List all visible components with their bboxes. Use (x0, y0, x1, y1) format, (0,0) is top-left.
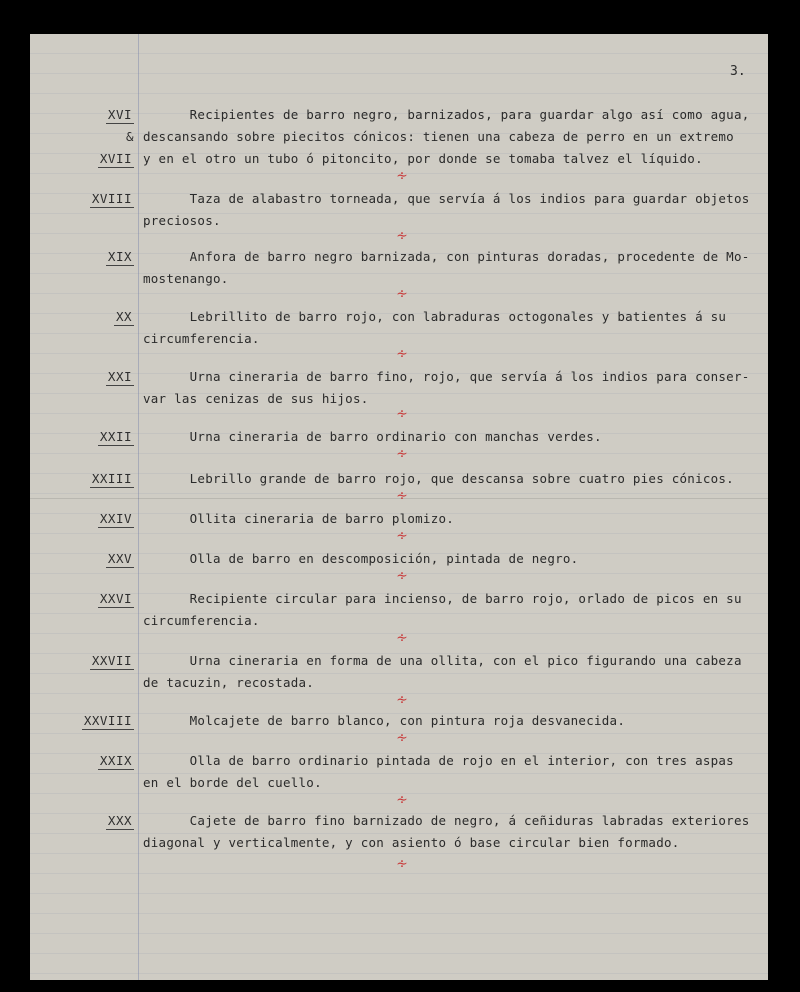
numeral-label: XXIV (99, 511, 132, 526)
separator-ornament: ∻ (396, 228, 408, 244)
separator-ornament: ∻ (396, 406, 408, 422)
entry-numeral (30, 810, 134, 832)
entry-numeral (30, 426, 134, 448)
entry-numeral (30, 650, 134, 672)
separator-ornament: ∻ (396, 528, 408, 544)
entry-numeral (30, 548, 134, 570)
numeral-label: XIX (107, 249, 132, 264)
separator-ornament: ∻ (396, 856, 408, 872)
document-page (30, 34, 768, 980)
entry-numeral (30, 246, 134, 268)
separator-ornament: ∻ (396, 488, 408, 504)
entry-line: Taza de alabastro torneada, que servía á los indios para guardar objetos (143, 191, 750, 206)
numeral-label: XXVIII (83, 713, 132, 728)
entry-numeral (30, 508, 134, 530)
entry-line: circumferencia. (143, 331, 260, 346)
entry-line: Lebrillito de barro rojo, con labraduras octogonales y batientes á su (143, 309, 727, 324)
separator-ornament: ∻ (396, 730, 408, 746)
entry-line: Lebrillo grande de barro rojo, que descansa sobre cuatro pies cónicos. (143, 471, 734, 486)
entry-numeral (30, 306, 134, 328)
entry-line: Olla de barro ordinario pintada de rojo en el interior, con tres aspas (143, 753, 734, 768)
entry-line: y en el otro un tubo ó pitoncito, por donde se tomaba talvez el líquido. (143, 151, 703, 166)
numeral-label: XXX (107, 813, 132, 828)
numeral-label: XXV (107, 551, 132, 566)
numeral-label: XXIII (91, 471, 132, 486)
entry-line: Urna cineraria de barro fino, rojo, que servía á los indios para conser- (143, 369, 750, 384)
entry-numeral (30, 188, 134, 210)
entry-numeral (30, 366, 134, 388)
separator-ornament: ∻ (396, 568, 408, 584)
separator-ornament: ∻ (396, 630, 408, 646)
entry-line: Molcajete de barro blanco, con pintura roja desvanecida. (143, 713, 626, 728)
separator-ornament: ∻ (396, 286, 408, 302)
entry-line: Urna cineraria en forma de una ollita, con el pico figurando una cabeza (143, 653, 742, 668)
entry-numeral (30, 588, 134, 610)
numeral-label: XVI (107, 107, 132, 122)
entry-line: Ollita cineraria de barro plomizo. (143, 511, 455, 526)
margin-line (138, 34, 139, 980)
entry-line: var las cenizas de sus hijos. (143, 391, 369, 406)
entry-line: Recipiente circular para incienso, de barro rojo, orlado de picos en su (143, 591, 742, 606)
entry-numeral (30, 710, 134, 732)
separator-ornament: ∻ (396, 792, 408, 808)
entry-line: Cajete de barro fino barnizado de negro, á ceñiduras labradas exteriores (143, 813, 750, 828)
entry-numeral (30, 750, 134, 772)
numeral-label: XXI (107, 369, 132, 384)
numeral-label: XXIX (99, 753, 132, 768)
numeral-label: XXVII (91, 653, 132, 668)
numeral-label: XVII (99, 151, 132, 166)
numeral-label: XXVI (99, 591, 132, 606)
numeral-label: XX (115, 309, 132, 324)
entry-line: diagonal y verticalmente, y con asiento ó base circular bien formado. (143, 835, 680, 850)
entry-line: circumferencia. (143, 613, 260, 628)
separator-ornament: ∻ (396, 446, 408, 462)
entry-line: de tacuzin, recostada. (143, 675, 315, 690)
entry-numeral (30, 126, 134, 148)
separator-ornament: ∻ (396, 692, 408, 708)
entry-numeral (30, 148, 134, 170)
numeral-label: & (125, 129, 134, 144)
entry-line: descansando sobre piecitos cónicos: tienen una cabeza de perro en un extremo (143, 129, 734, 144)
separator-ornament: ∻ (396, 346, 408, 362)
numeral-label: XVIII (91, 191, 132, 206)
entry-line: mostenango. (143, 271, 229, 286)
separator-ornament: ∻ (396, 168, 408, 184)
entry-line: Anfora de barro negro barnizada, con pinturas doradas, procedente de Mo- (143, 249, 750, 264)
entry-line: Olla de barro en descomposición, pintada de negro. (143, 551, 579, 566)
entry-line: Urna cineraria de barro ordinario con manchas verdes. (143, 429, 602, 444)
entry-numeral (30, 104, 134, 126)
page-number: 3. (730, 64, 746, 79)
entry-numeral (30, 468, 134, 490)
entry-line: Recipientes de barro negro, barnizados, para guardar algo así como agua, (143, 107, 750, 122)
entry-line: en el borde del cuello. (143, 775, 322, 790)
numeral-label: XXII (99, 429, 132, 444)
entry-line: preciosos. (143, 213, 221, 228)
